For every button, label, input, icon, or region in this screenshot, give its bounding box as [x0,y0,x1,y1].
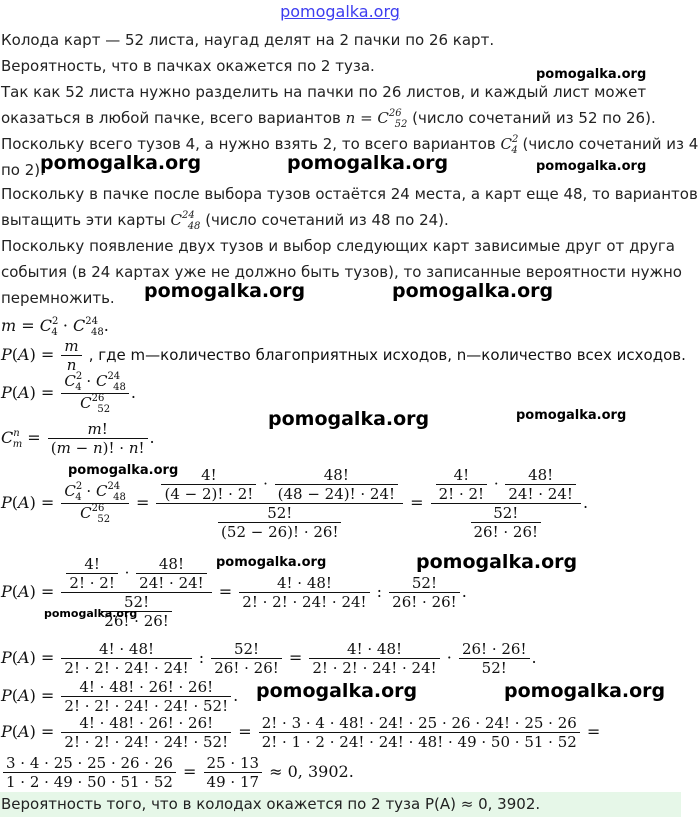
text-line-11: перемножить. [1,289,115,307]
watermark: pomogalka.org [144,280,306,302]
watermark: pomogalka.org [44,607,138,620]
text-line-1: Колода карт — 52 листа, наугад делят на 2 пачки по 26 карт. [1,31,495,49]
watermark: pomogalka.org [68,463,179,478]
final-value: ≈ 0, 3902. [269,762,354,781]
formula-step-3: P(A) = $\frac{4! \cdot 48!}{2! \cdot 2! \cdot 24! \cdot 24!}$ : $\frac{52!}{26! \cdot 26!}$ = $\frac{4! \cdot 48!}{2! \cdot 2! \cdot 24! \cdot 24!}$ · $\frac{26! \cdot 26!}{52!}$ . [1,640,537,677]
watermark: pomogalka.org [287,152,449,174]
text-line-9: Поскольку появление двух тузов и выбор следующих карт зависимые друг от друга [1,237,675,255]
text-line-8 [1,207,449,236]
answer-line: Вероятность того, что в колодах окажется по 2 туза P(A) ≈ 0, 3902. [0,792,681,817]
formula-pa-full: P(A) = $\frac{C^2_4 \cdot C^{24}_{48}}{C^{26}_{52}}$ = $\frac{4!}{(4 - 2)! \cdot 2!}$ · $\frac{48!}{(48 - 24)! \cdot 24!}$ $\frac{52!}{(52 - 26)! \cdot 26!}$ = $\frac{4!}{2! \cdot 2!}$ · $\frac{48!}{24! \cdot 24!}$ $\frac{52!}{26! \cdot 26!}$ . [1,466,589,541]
watermark: pomogalka.org [216,555,327,570]
watermark: pomogalka.org [268,408,430,430]
formula-step-6: $\frac{3 \cdot 4 \cdot 25 \cdot 25 \cdot 26 \cdot 26}{1 \cdot 2 \cdot 49 \cdot 50 \cdot 51 \cdot 52}$ = $\frac{25 \cdot 13}{49 \cdot 17}$ ≈ 0, 3902. [1,754,354,791]
formula-step-5: P(A) = $\frac{4! \cdot 48! \cdot 26! \cdot 26!}{2! \cdot 2! \cdot 24! \cdot 24! \cdot 52!}$ = $\frac{2! \cdot 3 \cdot 4 \cdot 48! \cdot 24! \cdot 25 \cdot 26 \cdot 24! \cdot 25 \cdot 26}{2! \cdot 1 \cdot 2 \cdot 24! \cdot 24! \cdot 48! \cdot 49 \cdot 50 \cdot 51 \cdot 52}$ = [1,714,601,751]
text-line-3: Так как 52 листа нужно разделить на пачки по 26 листов, и каждый лист может [1,83,647,101]
watermark: pomogalka.org [516,408,627,423]
formula-pa-def: P(A) = $\frac{m}{n}$ , где m—количество благоприятных исходов, n—количество всех исходов. [1,337,686,374]
text-line-10: события (в 24 картах уже не должно быть тузов), то записанные вероятности нужно [1,263,682,281]
formula-m: $m = C^2_4 \cdot C^{24}_{48}$. [1,316,109,338]
text-line-5a: Поскольку всего тузов 4, а нужно взять 2, то всего вариантов [1,135,496,153]
text-line-4a: оказаться в любой пачке, всего вариантов [1,109,341,127]
watermark: pomogalka.org [536,159,647,174]
watermark: pomogalka.org [392,280,554,302]
formula-c4824: $C^{24}_{48}$ [170,210,201,232]
site-link[interactable]: pomogalka.org [280,2,400,21]
text-line-4b: (число сочетаний из 52 по 26). [412,109,656,127]
watermark: pomogalka.org [40,152,202,174]
formula-c42: $C^2_4$ [500,134,519,156]
formula-pa-comb: P(A) = $\frac{C^2_4 \cdot C^{24}_{48}}{C^{26}_{52}}$ . [1,371,136,415]
text-line-8a: вытащить эти карты [1,211,166,229]
formula-step-4: P(A) = $\frac{4! \cdot 48! \cdot 26! \cdot 26!}{2! \cdot 2! \cdot 24! \cdot 24! \cdot 52!}$ . [1,678,239,715]
watermark: pomogalka.org [416,551,578,573]
watermark: pomogalka.org [504,680,666,702]
text-line-6: по 2). [1,161,45,179]
watermark: pomogalka.org [256,680,418,702]
text-line-2: Вероятность, что в пачках окажется по 2 туза. [1,57,375,75]
text-line-7: Поскольку в пачке после выбора тузов остаётся 24 места, а карт еще 48, то вариантов [1,185,698,203]
text-line-4 [1,105,656,134]
text-line-8b: (число сочетаний из 48 по 24). [205,211,449,229]
pa-def-text: , где m—количество благоприятных исходов, n—количество всех исходов. [88,346,686,364]
formula-comb-def: $C^n_m$ = $\frac{m!}{(m - n)! \cdot n!}$ . [1,420,155,457]
formula-n: $n = C^{26}_{52}$ [345,108,408,130]
text-line-5b: (число сочетаний из 4 [522,135,698,153]
watermark: pomogalka.org [536,67,647,82]
formula-step-2: P(A) = $\frac{4!}{2! \cdot 2!}$ · $\frac{48!}{24! \cdot 24!}$ $\frac{52!}{26! \cdot 26!}$ = $\frac{4! \cdot 48!}{2! \cdot 2! \cdot 24! \cdot 24!}$ : $\frac{52!}{26! \cdot 26!}$ . [1,555,467,630]
